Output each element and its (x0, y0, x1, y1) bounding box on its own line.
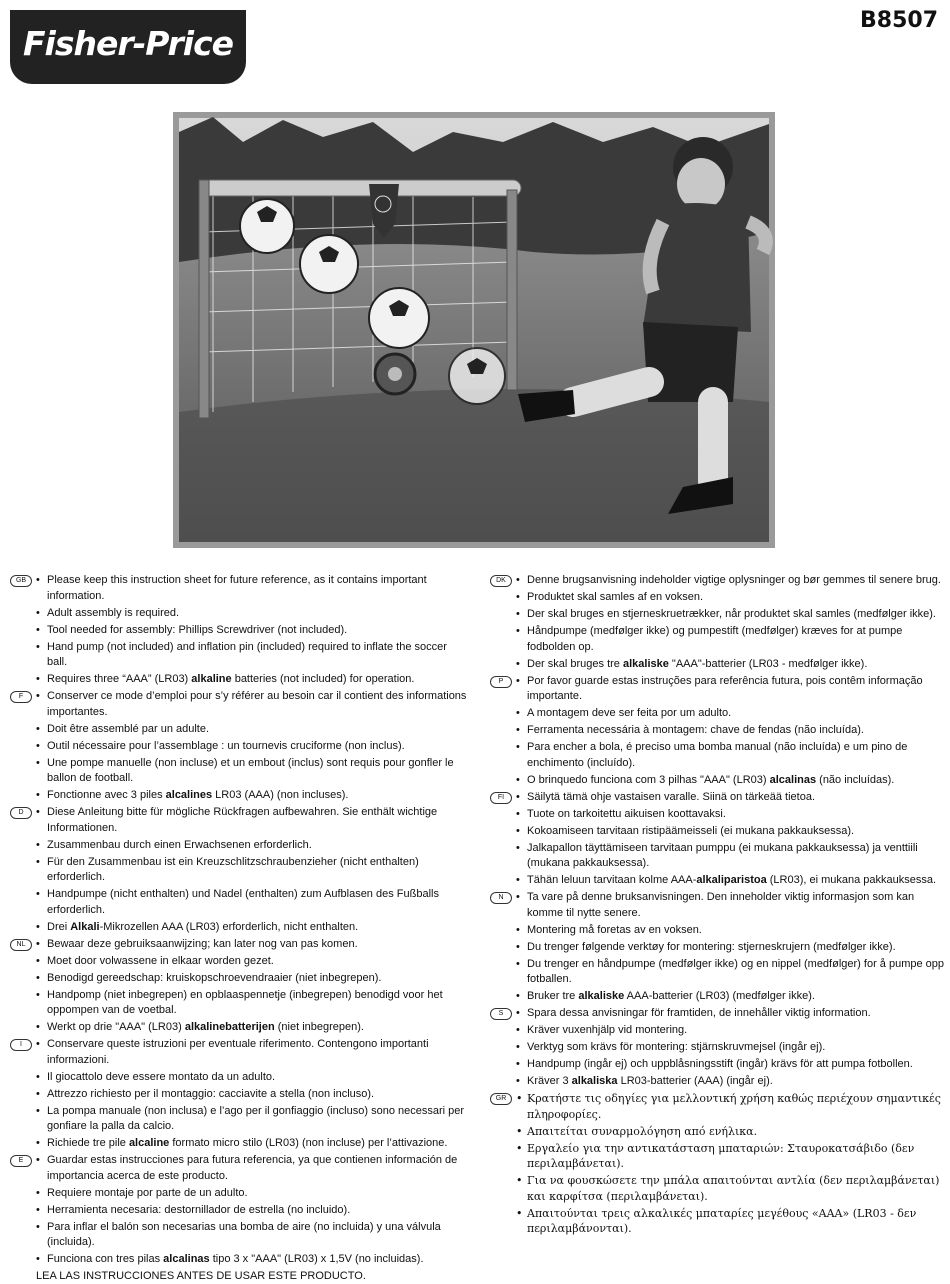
instruction-text: Der skal bruges tre (527, 657, 623, 670)
instruction-item (36, 756, 468, 787)
instruction-item (36, 739, 468, 755)
instruction-text: Bewaar deze gebruiksaanwijzing; kan later nog van pas komen. (47, 937, 358, 950)
instruction-item (516, 624, 948, 655)
language-badge: FI (490, 792, 512, 804)
instruction-text: (LR03), ei mukana pakkauksessa. (766, 874, 937, 886)
instruction-item (36, 722, 468, 738)
instruction-text: Conserver ce mode d’emploi pour s’y référer au besoin car il contient des informations importantes. (47, 690, 467, 718)
section-s (488, 1006, 948, 1090)
language-badge: D (10, 807, 32, 819)
instruction-text: Il giocattolo deve essere montato da un adulto. (47, 1070, 276, 1083)
instruction-text: O brinquedo funciona com 3 pilhas "AAA" (LR03) (527, 773, 770, 786)
instruction-text: Attrezzo richiesto per il montaggio: cacciavite a stella (non incluso). (47, 1087, 375, 1100)
instruction-text: Kokoamiseen tarvitaan ristipäämeisseli (ei mukana pakkauksessa). (527, 824, 855, 837)
instruction-text: Herramienta necesaria: destornillador de estrella (no incluido). (47, 1203, 351, 1216)
instruction-item (36, 1087, 468, 1103)
instruction-text: Benodigd gereedschap: kruiskopschroevendraaier (niet inbegrepen). (47, 971, 382, 984)
instruction-text: Verktyg som krävs för montering: stjärnskruvmejsel (ingår ej). (527, 1041, 826, 1053)
instruction-item (516, 940, 948, 956)
instruction-text: LR03-batterier (AAA) (ingår ej). (617, 1075, 773, 1087)
language-badge: N (490, 892, 512, 904)
instruction-item (36, 805, 468, 836)
brand-logo (10, 10, 246, 84)
instruction-item (36, 788, 468, 804)
instruction-item (516, 1023, 948, 1039)
instruction-item (516, 807, 948, 823)
language-badge: P (490, 676, 512, 688)
section-i (8, 1037, 468, 1152)
instruction-item (516, 873, 948, 889)
instruction-item (36, 1037, 468, 1068)
instruction-text: Hand pump (not included) and inflation pin (included) required to inflate the soccer ball. (47, 640, 447, 668)
instruction-item (36, 1153, 468, 1184)
battery-type-bold: alkaliska (571, 1075, 618, 1087)
battery-type-bold: alcalines (165, 789, 213, 801)
instruction-text: Κρατήστε τις οδηγίες για μελλοντική χρήση καθώς περιέχουν σημαντικές πληροφορίες. (527, 1092, 941, 1121)
instruction-item (516, 723, 948, 739)
instruction-text: Kräver vuxenhjälp vid montering. (527, 1024, 688, 1036)
instruction-text: Du trenger en håndpumpe (medfølger ikke) og en nippel (medfølger) for å pumpe opp fotballen. (527, 957, 945, 985)
instruction-text: Conservare queste istruzioni per eventuale riferimento. Contengono importanti informazioni. (47, 1038, 429, 1066)
instruction-item (516, 890, 948, 921)
battery-type-bold: Alkali (70, 920, 100, 933)
instruction-text: Håndpumpe (medfølger ikke) og pumpestift (medfølger) kræves for at pumpe fodbolden op. (527, 625, 903, 653)
instructions-left-column (8, 573, 468, 1284)
instruction-item (36, 640, 468, 671)
language-badge: GR (490, 1093, 512, 1105)
battery-type-bold: alkaline (191, 673, 232, 685)
instruction-text: Moet door volwassene in elkaar worden gezet. (47, 954, 274, 967)
instruction-text: Jalkapallon täyttämiseen tarvitaan pumppu (ei mukana pakkauksessa) ja venttiili (mukana pakkauksessa). (527, 841, 918, 869)
section-gr (488, 1091, 948, 1237)
instruction-item (36, 855, 468, 886)
instruction-text: Para encher a bola, é preciso uma bomba manual (não incluída) e um pino de enchimento (incluído). (527, 741, 908, 769)
instruction-text: Requiere montaje por parte de un adulto. (47, 1186, 248, 1199)
instruction-text: Tool needed for assembly: Phillips Screwdriver (not included). (47, 623, 348, 636)
instruction-text: Handpump (ingår ej) och uppblåsningsstift (ingår) krävs för att pumpa fotbollen. (527, 1058, 913, 1070)
instruction-text: Tuote on tarkoitettu aikuisen koottavaksi. (527, 807, 726, 820)
instruction-text: Por favor guarde estas instruções para referência futura, pois contêm informação importante. (527, 674, 923, 702)
instruction-text: Bruker tre (527, 990, 579, 1002)
instruction-item (36, 1104, 468, 1135)
instruction-item (516, 607, 948, 623)
instruction-item (36, 887, 468, 918)
instruction-text: Εργαλείο για την αντικατάσταση μπαταριών: Σταυροκατσάβιδο (δεν περιλαμβάνεται). (527, 1141, 915, 1170)
battery-type-bold: alkaliparistoa (696, 874, 767, 886)
section-n (488, 890, 948, 1005)
instruction-text: Montering må foretas av en voksen. (527, 923, 702, 936)
instruction-text: Säilytä tämä ohje vastaisen varalle. Siinä on tärkeää tietoa. (527, 790, 815, 803)
battery-type-bold: alkaliske (578, 990, 625, 1002)
instruction-item (36, 1186, 468, 1202)
instruction-text: Ta vare på denne bruksanvisningen. Den inneholder viktig informasjon som kan komme til nytte senere. (527, 891, 915, 919)
instruction-item (516, 989, 948, 1005)
instruction-text: A montagem deve ser feita por um adulto. (527, 707, 732, 719)
section-f (8, 689, 468, 804)
instructions-right-column (488, 573, 948, 1238)
instruction-item (36, 623, 468, 639)
instruction-text: Denne brugsanvisning indeholder vigtige oplysninger og bør gemmes til senere brug. (527, 574, 941, 586)
battery-type-bold: alkalinebatterijen (184, 1021, 275, 1033)
product-photo-illustration (173, 112, 775, 548)
instruction-text: Werkt op drie "AAA" (LR03) (47, 1021, 185, 1033)
instruction-item (516, 1173, 948, 1204)
instruction-item (516, 1074, 948, 1090)
instruction-text: La pompa manuale (non inclusa) e l’ago per il gonfiaggio (incluso) sono necessari per gonfiare la palla da calcio. (47, 1104, 465, 1132)
instruction-item (36, 988, 468, 1019)
instruction-item (36, 920, 468, 936)
instruction-item (36, 1020, 468, 1036)
instruction-item (36, 1220, 468, 1251)
instruction-text: formato micro stilo (LR03) (non incluse) per l’attivazione. (169, 1137, 448, 1149)
instruction-item (36, 838, 468, 854)
instruction-item (516, 573, 948, 589)
instruction-text: Spara dessa anvisningar för framtiden, de innehåller viktig information. (527, 1007, 871, 1019)
language-badge: I (10, 1039, 32, 1051)
instruction-text: (não incluídas). (816, 773, 895, 786)
battery-type-bold: alcaline (128, 1137, 170, 1149)
instruction-item (516, 824, 948, 840)
instruction-text: Une pompe manuelle (non incluse) et un embout (inclus) sont requis pour gonfler le ballon de football. (47, 756, 454, 784)
instruction-text: Tähän leluun tarvitaan kolme AAA- (527, 874, 697, 886)
instruction-item (516, 790, 948, 806)
instruction-item (516, 1040, 948, 1056)
brand-logo-text: Fisher-Price (22, 24, 234, 63)
instruction-text: Der skal bruges en stjerneskruetrækker, når produktet skal samles (medfølger ikke). (527, 608, 936, 620)
language-badge: NL (10, 939, 32, 951)
instruction-text: Kräver 3 (527, 1075, 572, 1087)
instruction-text: Du trenger følgende verktøy for montering: stjerneskrujern (medfølger ikke). (527, 940, 896, 953)
instruction-item (36, 672, 468, 688)
instruction-item (36, 971, 468, 987)
section-p (488, 674, 948, 789)
instruction-text: batteries (not included) for operation. (231, 673, 415, 685)
instruction-text: -Mikrozellen AAA (LR03) erforderlich, nicht enthalten. (99, 920, 359, 933)
battery-type-bold: alcalinas (769, 773, 817, 786)
instruction-text: Drei (47, 920, 71, 933)
instruction-text: Doit être assemblé par un adulte. (47, 722, 210, 735)
instruction-item (516, 841, 948, 872)
instruction-item (516, 1057, 948, 1073)
section-nl (8, 937, 468, 1036)
instruction-item (36, 1070, 468, 1086)
language-badge: E (10, 1155, 32, 1167)
instruction-item (36, 1136, 468, 1152)
section-e (8, 1153, 468, 1268)
instruction-text: Zusammenbau durch einen Erwachsenen erforderlich. (47, 838, 312, 851)
instruction-text: Diese Anleitung bitte für mögliche Rückfragen aufbewahren. Sie enthält wichtige Informationen. (47, 806, 438, 834)
instruction-item (516, 1091, 948, 1122)
instruction-item (516, 1006, 948, 1022)
instruction-item (516, 1124, 948, 1140)
instruction-text: Ferramenta necessária à montagem: chave de fendas (não incluída). (527, 724, 864, 736)
model-number: B8507 (860, 8, 938, 33)
instruction-text: Outil nécessaire pour l’assemblage : un tournevis cruciforme (non inclus). (47, 739, 405, 752)
instruction-item (516, 590, 948, 606)
instruction-item (36, 689, 468, 720)
instruction-text: Για να φουσκώσετε την μπάλα απαιτούνται αντλία (δεν περιλαμβάνεται) και καρφίτσα (περιλαμβάνεται). (527, 1174, 940, 1203)
instruction-item (516, 706, 948, 722)
instruction-item (516, 657, 948, 673)
instruction-text: AAA-batterier (LR03) (medfølger ikke). (624, 990, 815, 1002)
instruction-item (516, 923, 948, 939)
instruction-text: tipo 3 x "AAA" (LR03) x 1,5V (no incluidas). (209, 1253, 424, 1265)
instruction-text: Para inflar el balón son necesarias una bomba de aire (no incluida) y una válvula (incluida). (47, 1220, 441, 1248)
instruction-text: LR03 (AAA) (non incluses). (212, 789, 349, 801)
instruction-text: Απαιτείται συναρμολόγηση από ενήλικα. (527, 1124, 758, 1138)
section-fi (488, 790, 948, 889)
section-dk (488, 573, 948, 672)
instruction-item (36, 606, 468, 622)
instruction-text: Απαιτούνται τρεις αλκαλικές μπαταρίες μεγέθους «AAA» (LR03 - δεν περιλαμβάνονται). (527, 1206, 917, 1235)
battery-type-bold: alkaliske (622, 657, 669, 670)
instruction-text: Fonctionne avec 3 piles (47, 789, 166, 801)
instruction-item (36, 1252, 468, 1268)
instruction-item (516, 773, 948, 789)
language-badge: GB (10, 575, 32, 587)
instruction-text: Für den Zusammenbau ist ein Kreuzschlitzschraubenzieher (nicht enthalten) erforderlich. (47, 855, 419, 883)
instruction-item (516, 674, 948, 705)
instruction-text: Richiede tre pile (47, 1137, 129, 1149)
read-instructions-note: LEA LAS INSTRUCCIONES ANTES DE USAR ESTE PRODUCTO. (36, 1270, 366, 1282)
instruction-item (36, 937, 468, 953)
instruction-text: Please keep this instruction sheet for future reference, as it contains important information. (47, 574, 427, 602)
instruction-text: "AAA"-batterier (LR03 - medfølger ikke). (668, 657, 868, 670)
instruction-item (516, 1141, 948, 1172)
instruction-item (516, 740, 948, 771)
product-photo (173, 112, 775, 548)
instruction-text: Handpomp (niet inbegrepen) en opblaaspennetje (inbegrepen) benodigd voor het oppompen van de voetbal. (47, 988, 443, 1016)
instruction-text: Requires three “AAA” (LR03) (47, 673, 192, 685)
language-badge: S (490, 1008, 512, 1020)
instruction-text: Guardar estas instrucciones para futura referencia, ya que contienen información de importancia acerca de este producto. (47, 1154, 458, 1182)
battery-type-bold: alcalinas (163, 1253, 210, 1265)
language-badge: DK (490, 575, 512, 587)
instruction-text: Produktet skal samles af en voksen. (527, 591, 704, 603)
instruction-item (36, 954, 468, 970)
instruction-item (516, 1206, 948, 1237)
instruction-item (36, 1203, 468, 1219)
instruction-text: (niet inbegrepen). (274, 1021, 364, 1033)
section-gb (8, 573, 468, 688)
section-d (8, 805, 468, 935)
instruction-text: Handpumpe (nicht enthalten) und Nadel (enthalten) zum Aufblasen des Fußballs erforderlich. (47, 888, 439, 916)
language-badge: F (10, 691, 32, 703)
instruction-item (516, 957, 948, 988)
instruction-text: Funciona con tres pilas (47, 1253, 164, 1265)
instruction-text: Adult assembly is required. (47, 606, 180, 619)
instruction-item (36, 573, 468, 604)
